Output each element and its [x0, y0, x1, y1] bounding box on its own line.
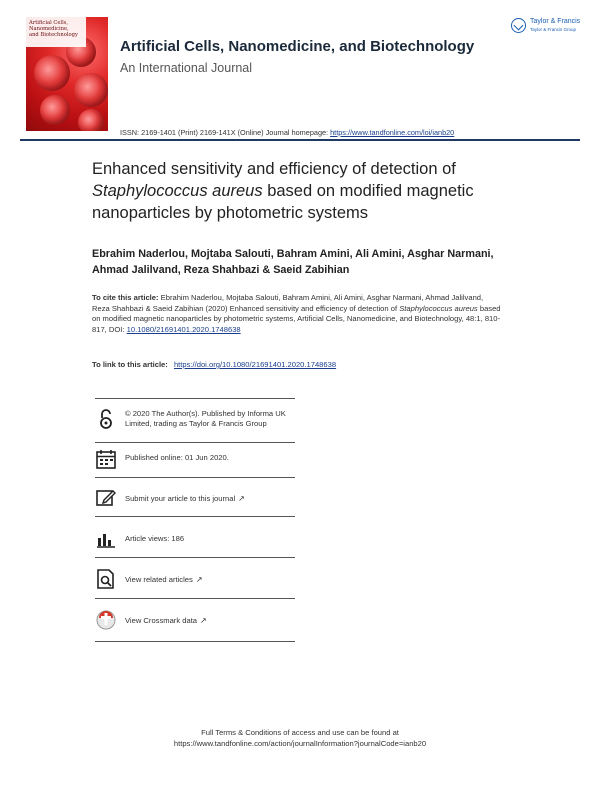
related-articles-text: View related articles [125, 575, 193, 584]
publisher-name: Taylor & Francis [530, 18, 581, 25]
journal-cover-image [26, 17, 108, 131]
meta-divider [95, 477, 295, 478]
related-articles-link[interactable] [125, 575, 305, 585]
crossmark-text: View Crossmark data [125, 616, 198, 625]
cover-cell [78, 109, 104, 131]
publisher-logo-icon [511, 18, 526, 33]
views-row [95, 528, 295, 564]
citation-species: Staphylococcus aureus [399, 303, 478, 313]
article-views: Article views: 186 [125, 534, 185, 543]
submit-article-link[interactable] [125, 494, 305, 504]
article-authors: Ebrahim Naderlou, Mojtaba Salouti, Bahram Amini, Ali Amini, Asghar Narmani, Ahmad Jalilvand, Reza Shahbazi & Saeid Zabihian [92, 248, 494, 276]
calendar-icon [95, 448, 117, 470]
footer-terms-text: Full Terms & Conditions of access and use can be found at [201, 728, 399, 737]
cover-title [29, 20, 78, 38]
bar-chart-icon [95, 528, 117, 550]
license-row [95, 408, 295, 444]
meta-divider [95, 598, 295, 599]
meta-divider [95, 442, 295, 443]
published-row [95, 448, 295, 484]
cover-cell [34, 55, 70, 91]
article-link-label: To link to this article: [92, 360, 168, 369]
cover-title-line: and Biotechnology [29, 32, 78, 38]
citation-label: To cite this article: [92, 293, 159, 302]
header-divider [20, 139, 580, 141]
meta-divider [95, 641, 295, 642]
issn-line [120, 128, 454, 137]
crossmark-row[interactable] [95, 609, 295, 645]
cover-cell [40, 95, 70, 125]
meta-divider [95, 516, 295, 517]
article-title-part: based on modified magnetic nanoparticles by photometric systems [92, 182, 474, 222]
crossmark-link[interactable] [125, 616, 305, 626]
cover-title-box [26, 17, 86, 47]
cover-cell [74, 73, 108, 107]
citation-text: based on modified magnetic nanoparticles by photometric systems, Artificial Cells, Nanomedicine, and Biotechnology, 48:1, 810-817, DOI: [92, 303, 501, 334]
related-articles-icon [95, 568, 117, 590]
cover-title-line: Nanomedicine, [29, 26, 69, 32]
license-text: © 2020 The Author(s). Published by Informa UK Limited, trading as Taylor & Francis Group [125, 409, 286, 428]
citation-block [92, 293, 502, 335]
journal-title: Artificial Cells, Nanomedicine, and Biotechnology [120, 38, 475, 55]
submit-row[interactable] [95, 487, 295, 523]
article-link-block [92, 360, 336, 369]
citation-text: Ebrahim Naderlou, Mojtaba Salouti, Bahram Amini, Ali Amini, Asghar Narmani, Ahmad Jalilvand, Reza Shahbazi & Saeid Zabihian (2020) Enhanced sensitivity and efficiency of detection of [92, 293, 484, 313]
meta-divider [95, 398, 295, 399]
footer-terms-link[interactable]: https://www.tandfonline.com/action/journalInformation?journalCode=ianb20 [173, 739, 427, 748]
published-date: Published online: 01 Jun 2020. [125, 453, 229, 462]
journal-homepage-link[interactable]: https://www.tandfonline.com/loi/ianb20 [330, 128, 455, 137]
publisher-tagline: Taylor & Francis Group [530, 27, 577, 32]
external-link-icon: ↗ [238, 494, 245, 503]
article-title-part: Enhanced sensitivity and efficiency of detection of [92, 160, 456, 178]
footer [0, 727, 600, 749]
citation-doi-link[interactable]: 10.1080/21691401.2020.1748638 [126, 324, 241, 334]
article-title-species: Staphylococcus aureus [92, 182, 263, 200]
external-link-icon: ↗ [200, 616, 207, 625]
issn-text: ISSN: 2169-1401 (Print) 2169-141X (Online) Journal homepage: [120, 128, 329, 137]
journal-subtitle: An International Journal [120, 61, 253, 75]
open-access-lock-icon [95, 408, 117, 430]
crossmark-icon [95, 609, 117, 631]
submit-article-text: Submit your article to this journal [125, 494, 236, 503]
article-title [92, 158, 522, 224]
edit-icon [95, 487, 117, 509]
external-link-icon: ↗ [195, 575, 203, 584]
publisher-logo[interactable] [511, 17, 585, 37]
cover-title-line: Artificial Cells, [29, 20, 69, 26]
article-doi-link[interactable]: https://doi.org/10.1080/21691401.2020.1748638 [173, 360, 337, 369]
meta-divider [95, 557, 295, 558]
